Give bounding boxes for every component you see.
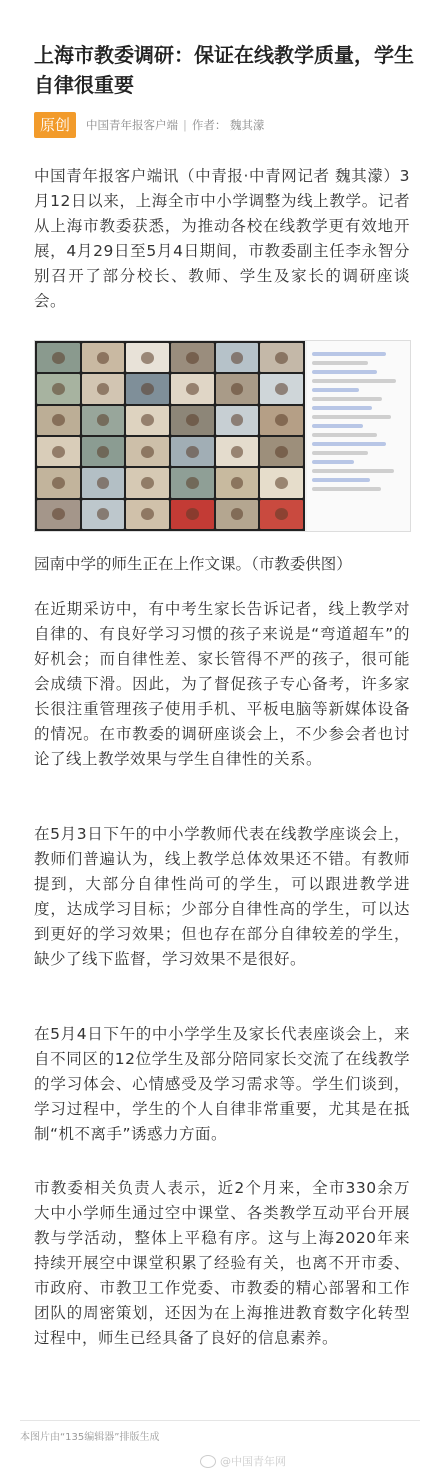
original-badge: 原创 (34, 112, 76, 138)
video-tile (216, 343, 259, 372)
editor-note: 本图片由“135编辑器”排版生成 (20, 1432, 160, 1443)
video-tile (216, 468, 259, 497)
watermark (200, 1453, 286, 1469)
video-tile (260, 343, 303, 372)
video-tile (82, 374, 125, 403)
video-tile (37, 437, 80, 466)
video-tile (171, 437, 214, 466)
video-tile (37, 406, 80, 435)
video-tile (171, 343, 214, 372)
video-tile (260, 500, 303, 529)
video-tile (260, 374, 303, 403)
video-tile (82, 406, 125, 435)
video-tile (171, 406, 214, 435)
online-class-photo (34, 340, 411, 532)
article-title: 上海市教委调研：保证在线教学质量，学生自律很重要 (34, 43, 414, 97)
video-tile (126, 406, 169, 435)
meta-separator: | (183, 118, 187, 132)
chat-panel (307, 341, 410, 531)
watermark-text: @中国青年网 (220, 1455, 286, 1468)
video-tile (126, 500, 169, 529)
video-tile (216, 437, 259, 466)
video-tile (37, 468, 80, 497)
paragraph-1: 中国青年报客户端讯（中青报·中青网记者 魏其濛）3月12日以来，上海全市中小学调整为线上教学。记者从上海市教委获悉，为推动各校在线教学更有效地开展，4月29日至5月4日期间，市教委副主任李永智分别召开了部分校长、教师、学生及家长的调研座谈会。 (34, 167, 410, 310)
article-meta (34, 112, 265, 138)
video-tile (82, 500, 125, 529)
weibo-icon (200, 1455, 216, 1468)
video-tile (82, 437, 125, 466)
video-tile (37, 374, 80, 403)
video-tile (216, 406, 259, 435)
video-call-grid (35, 341, 305, 531)
footer-divider (20, 1420, 420, 1421)
video-tile (82, 343, 125, 372)
video-tile (260, 468, 303, 497)
photo-caption: 园南中学的师生正在上作文课。（市教委供图） (34, 555, 352, 573)
video-tile (171, 500, 214, 529)
video-tile (37, 343, 80, 372)
video-tile (216, 374, 259, 403)
video-tile (126, 468, 169, 497)
video-tile (126, 374, 169, 403)
author-label: 作者： 魏其濛 (191, 118, 265, 132)
video-tile (37, 500, 80, 529)
source-link[interactable]: 中国青年报客户端 (86, 118, 179, 132)
paragraph-3: 在5月3日下午的中小学教师代表在线教学座谈会上，教师们普遍认为，线上教学总体效果还不错。有教师提到，大部分自律性尚可的学生，可以跟进教学进度，达成学习目标；少部分自律性高的学生，可以达到更好的学习效果；但也存在部分自律较差的学生，缺少了线下监督，学习效果不是很好。 (34, 825, 410, 968)
paragraph-5: 市教委相关负责人表示，近2个月来，全市330余万大中小学师生通过空中课堂、各类教学互动平台开展教与学活动，整体上平稳有序。这与上海2020年来持续开展空中课堂积累了经验有关，也离不开市委、市政府、市教卫工作党委、市教委的精心部署和工作团队的周密策划，还因为在上海推进教育数字化转型过程中，师生已经具备了良好的信息素养。 (34, 1179, 410, 1347)
paragraph-2: 在近期采访中，有中考生家长告诉记者，线上教学对自律的、有良好学习习惯的孩子来说是“弯道超车”的好机会；而自律性差、家长管得不严的孩子，很可能会成绩下滑。因此，为了督促孩子专心备考，许多家长很注重管理孩子使用手机、平板电脑等新媒体设备的情况。在市教委的调研座谈会上，不少参会者也讨论了线上教学效果与学生自律性的关系。 (34, 600, 410, 768)
video-tile (216, 500, 259, 529)
video-tile (260, 437, 303, 466)
video-tile (82, 468, 125, 497)
video-tile (126, 437, 169, 466)
video-tile (171, 374, 214, 403)
video-tile (126, 343, 169, 372)
video-tile (260, 406, 303, 435)
paragraph-4: 在5月4日下午的中小学学生及家长代表座谈会上，来自不同区的12位学生及部分陪同家长交流了在线教学的学习体会、心情感受及学习需求等。学生们谈到，学习过程中，学生的个人自律非常重要，尤其是在抵制“机不离手”诱惑力方面。 (34, 1025, 410, 1143)
video-tile (171, 468, 214, 497)
